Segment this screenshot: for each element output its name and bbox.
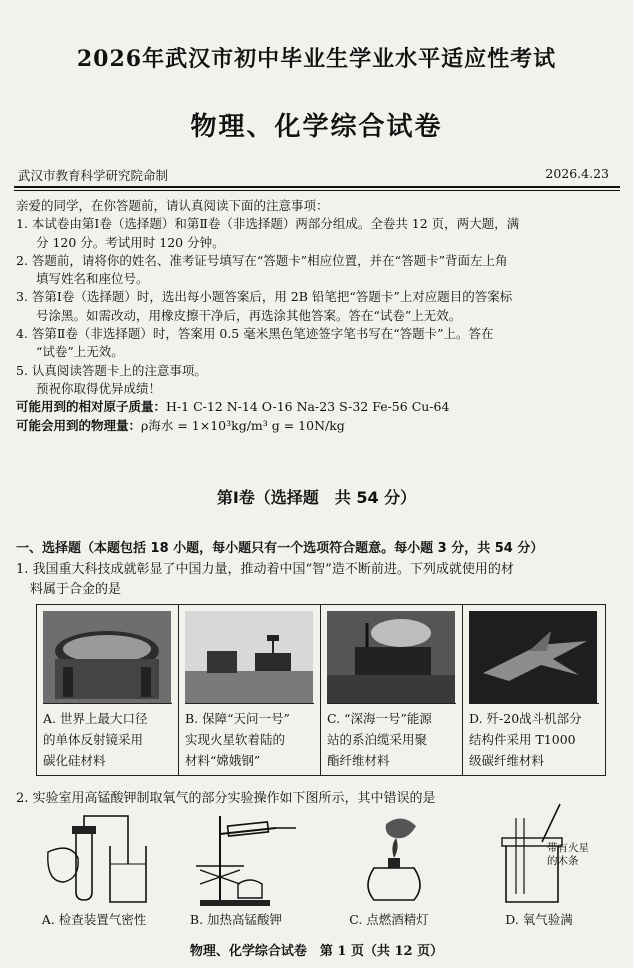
question-1-line-2: 料属于合金的是: [30, 582, 122, 597]
option-a-line-3: 碳化硅材料: [43, 753, 106, 768]
note-2: 2. 答题前，请将你的姓名、准考证号填写在“答题卡”相应位置，并在“答题卡”背面左上角: [16, 252, 508, 268]
instructions-intro: 亲爱的同学，在你答题前，请认真阅读下面的注意事项：: [16, 198, 329, 213]
option-a-cell: [37, 605, 179, 775]
paper-title: 物理、化学综合试卷: [190, 112, 443, 142]
illustration-heating-setup: [180, 806, 300, 912]
label-option-b: B. 加热高锰酸钾: [189, 912, 283, 927]
illustration-alcohol-lamp: [356, 810, 442, 910]
header-rule-thin: [14, 190, 620, 191]
option-b-line-2: 实现火星软着陆的: [185, 732, 286, 747]
splint-label: [547, 842, 589, 868]
good-luck-wish: 预祝你取得优异成绩！: [36, 380, 162, 396]
splint-label-line-1: 带有火星: [547, 842, 589, 854]
note-2-cont: 填写姓名和座位号。: [36, 271, 149, 287]
option-b-line-3: 材料“嫦娥钢”: [185, 753, 261, 768]
offshore-platform-photo: [327, 611, 456, 704]
atomic-masses-values: H-1 C-12 N-14 O-16 Na-23 S-32 Fe-56 Cu-64: [166, 399, 450, 415]
label-option-c: C. 点燃酒精灯: [349, 912, 429, 927]
note-1-cont: 分 120 分。考试用时 120 分钟。: [36, 234, 225, 250]
option-d-cell: [463, 605, 605, 775]
physical-constants-values: ρ海水 = 1×10³kg/m³ g = 10N/kg: [141, 417, 345, 433]
atomic-masses: [16, 398, 621, 416]
exam-date: 2026.4.23: [545, 166, 609, 181]
note-5: 5. 认真阅读答题卡上的注意事项。: [16, 362, 207, 378]
illustration-airtightness-check: [40, 812, 150, 912]
exam-title: 2026年武汉市初中毕业生学业水平适应性考试: [76, 46, 557, 72]
section-title: 第Ⅰ卷（选择题 共 54 分）: [216, 488, 417, 507]
option-c-line-2: 站的系泊缆采用聚: [327, 732, 428, 747]
physical-constants: [16, 417, 621, 435]
label-option-a: A. 检查装置气密性: [41, 912, 147, 927]
note-4: 4. 答第Ⅱ卷（非选择题）时，答案用 0.5 毫米黑色笔迹签字笔书写在“答题卡”上。答在: [16, 326, 494, 342]
option-c-line-3: 酯纤维材料: [327, 753, 390, 768]
question-1-stem: [16, 560, 621, 600]
note-3: 3. 答第Ⅰ卷（选择题）时，选出每小题答案后，用 2B 铅笔把“答题卡”上对应题目的答案标: [16, 289, 513, 305]
note-3-cont: 号涂黑。如需改动，用橡皮擦干净后，再选涂其他答案。答在“试卷”上无效。: [36, 307, 462, 323]
label-option-d: D. 氧气验满: [505, 912, 573, 927]
part-heading: 一、选择题（本题包括 18 小题，每小题只有一个选项符合题意。每小题 3 分，共 54 分）: [16, 541, 544, 556]
option-b-cell: [179, 605, 321, 775]
option-c-cell: [321, 605, 463, 775]
header-rule: [14, 186, 620, 188]
option-d-line-3: 级碳纤维材料: [469, 753, 545, 768]
physical-constants-label: 可能会用到的物理量：: [16, 417, 142, 433]
fighter-jet-photo: [469, 611, 599, 704]
option-a-line-1: A. 世界上最大口径: [43, 711, 148, 726]
option-d-line-2: 结构件采用 T1000: [469, 732, 576, 747]
option-c-line-1: C. “深海一号”能源: [327, 711, 432, 726]
splint-label-line-2: 的木条: [547, 855, 579, 867]
option-d-line-1: D. 歼-20战斗机部分: [469, 711, 582, 726]
instructions: [16, 197, 621, 435]
question-1-options-table: [36, 604, 606, 776]
option-a-line-2: 的单体反射镜采用: [43, 732, 144, 747]
mars-lander-photo: [185, 611, 314, 704]
mirror-photo: [43, 611, 172, 704]
note-4-cont: “试卷”上无效。: [36, 344, 124, 360]
question-2-stem: 2. 实验室用高锰酸钾制取氧气的部分实验操作如下图所示，其中错误的是: [16, 791, 436, 806]
page-footer: 物理、化学综合试卷 第 1 页（共 12 页）: [189, 944, 444, 959]
atomic-masses-label: 可能用到的相对原子质量：: [16, 399, 167, 415]
option-b-line-1: B. 保障“天问一号”: [185, 711, 290, 726]
note-1: 1. 本试卷由第Ⅰ卷（选择题）和第Ⅱ卷（非选择题）两部分组成。全卷共 12 页，两大题，满: [16, 216, 520, 232]
question-1-line-1: 1. 我国重大科技成就彰显了中国力量，推动着中国“智”造不断前进。下列成就使用的材: [16, 562, 514, 577]
issuing-organization: 武汉市教育科学研究院命制: [18, 168, 169, 183]
